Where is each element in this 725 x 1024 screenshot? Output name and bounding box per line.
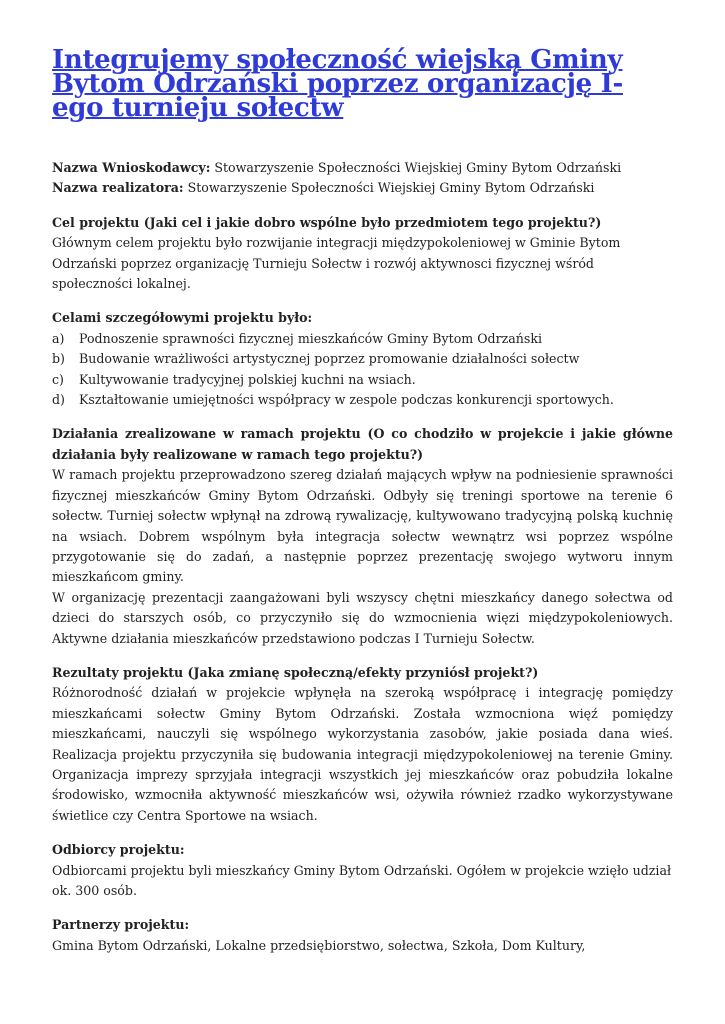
activities-paragraph-1: W ramach projektu przeprowadzono szereg działań mających wpływ na podniesienie sprawności fizycznej mieszkańców Gminy Bytom Odrzański. Odbyły się treningi sportowe na terenie 6 sołectw. Turniej sołectw wpłynął na zdrową rywalizację, kultywowano tradycyjną polską kuchnię na wsiach. Dobrem wspólnym była integracja sołectw wewnątrz wsi poprzez wspólne przygotowanie się do zadań, a następnie poprzez prezentację swojego wytworu innym mieszkańcom gminy. [52,467,673,585]
list-item-letter: d) [52,392,65,408]
list-item [52,390,673,410]
applicant-section [52,158,673,199]
recipients-text: Odbiorcami projektu byli mieszkańcy Gminy Bytom Odrzański. Ogółem w projekcie wzięło udział ok. 300 osób. [52,862,672,898]
implementer-value: Stowarzyszenie Społeczności Wiejskiej Gminy Bytom Odrzański [183,180,595,196]
specific-goals-list [52,329,673,411]
activities-paragraph-2: W organizację prezentacji zaangażowani byli wszyscy chętni mieszkańcy danego sołectwa od dzieci do starszych osób, co przyczyniło się do wzmocnienia więzi międzypokoleniowych. Aktywne działania mieszkańców przedstawiono podczas I Turnieju Sołectw. [52,589,673,646]
goal-section [52,213,673,295]
list-item-text: Kultywowanie tradycyjnej polskiej kuchni na wsiach. [79,371,416,387]
list-item-text: Budowanie wrażliwości artystycznej poprzez promowanie działalności sołectw [79,351,580,367]
list-item-letter: c) [52,371,64,387]
list-item [52,329,673,349]
list-item [52,370,673,390]
document-page [52,45,673,956]
goal-text: Głównym celem projektu było rozwijanie integracji międzypokoleniowej w Gminie Bytom Odrzański poprzez organizację Turnieju Sołectw i rozwój aktywnosci fizycznej wśród społeczności lokalnej. [52,235,621,292]
goal-heading: Cel projektu (Jaki cel i jakie dobro wspólne było przedmiotem tego projektu?) [52,214,602,230]
results-heading: Rezultaty projektu (Jaka zmianę społeczną/efekty przyniósł projekt?) [52,664,539,680]
specific-goals-heading: Celami szczegółowymi projektu było: [52,310,313,326]
implementer-label: Nazwa realizatora: [52,180,184,196]
recipients-heading: Odbiorcy projektu: [52,842,185,858]
title-link[interactable]: Integrujemy społeczność wiejską Gminy Bytom Odrzański poprzez organizację I-ego turnieju sołectw [52,45,623,123]
applicant-label: Nazwa Wnioskodawcy: [52,160,211,175]
results-section [52,663,673,826]
partners-section [52,915,673,956]
results-text: Różnorodność działań w projekcie wpłynęła na szeroką współpracę i integrację pomiędzy mieszkańcami sołectw Gminy Bytom Odrzański. Została wzmocniona więź pomiędzy mieszkańcami, nauczyli się wspólnego wykorzystania zasobów, jakie posiada dana wieś. Realizacja projektu przyczyniła się budowania integracji międzypokoleniowej na terenie Gminy. Organizacja imprezy sprzyjała integracji wszystkich jej mieszkańców oraz pobudziła lokalne środowisko, wzmocniła aktywność mieszkańców wsi, ożywiła również rzadko wykorzystywane świetlice czy Centra Sportowe na wsiach. [52,685,673,823]
list-item [52,349,673,369]
list-item-text: Podnoszenie sprawności fizycznej mieszkańców Gminy Bytom Odrzański [79,330,543,346]
activities-heading: Działania zrealizowane w ramach projektu (O co chodziło w projekcie i jakie główne działania były realizowane w ramach tego projektu?) [52,426,673,462]
activities-section [52,424,673,648]
page-title [52,45,673,123]
specific-goals-section [52,308,673,410]
list-item-text: Kształtowanie umiejętności współpracy w zespole podczas konkurencji sportowych. [79,392,614,408]
partners-heading: Partnerzy projektu: [52,917,190,933]
list-item-letter: a) [52,330,65,346]
partners-text: Gmina Bytom Odrzański, Lokalne przedsiębiorstwo, sołectwa, Szkoła, Dom Kultury, [52,937,586,953]
list-item-letter: b) [52,351,65,367]
recipients-section [52,840,673,901]
applicant-value: Stowarzyszenie Społeczności Wiejskiej Gminy Bytom Odrzański [210,160,622,175]
